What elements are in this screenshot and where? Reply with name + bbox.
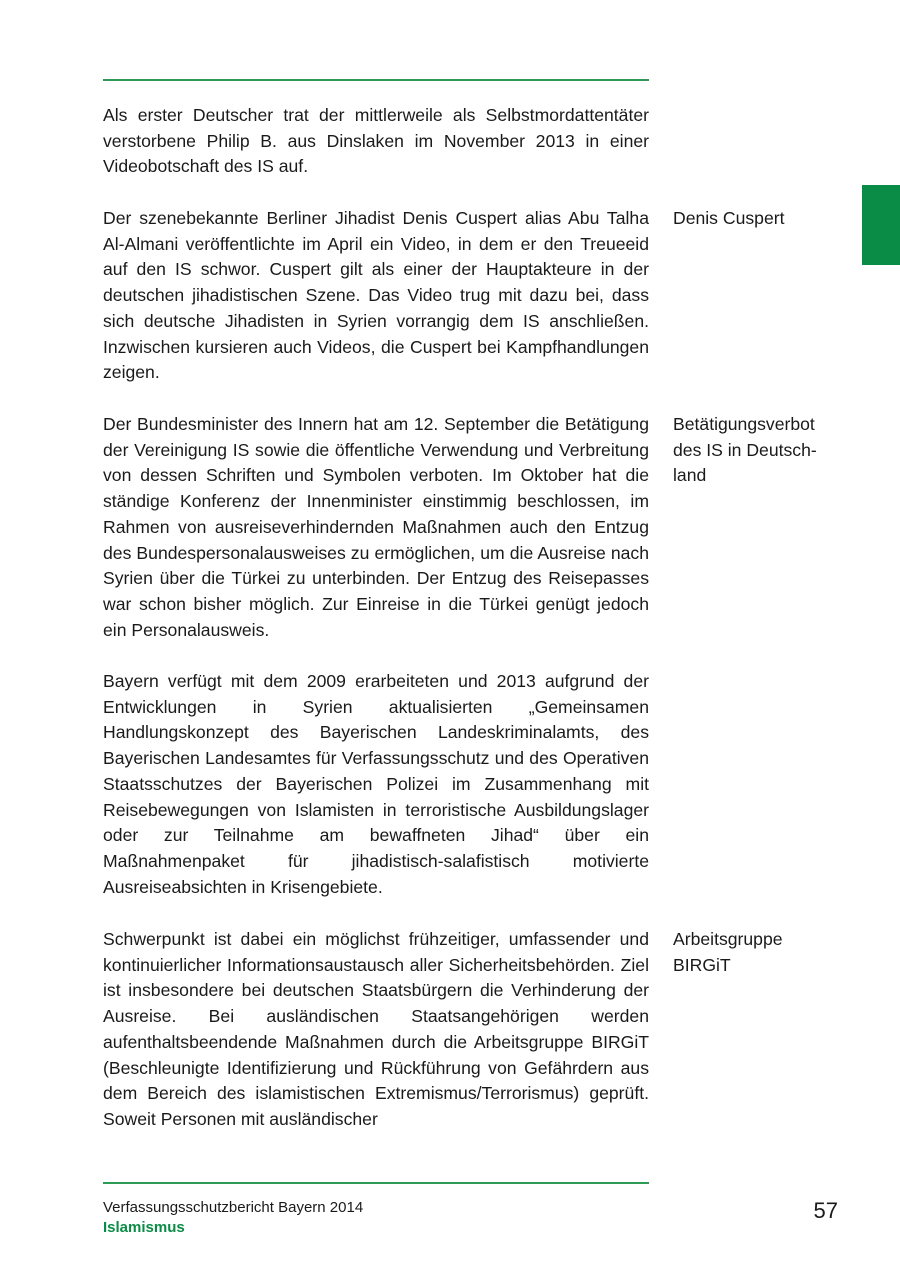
paragraph-bayern-handlungskonzept: Bayern verfügt mit dem 2009 erarbeiteten und 2013 aufgrund der Entwicklungen in Syrien aktualisierten „Gemeinsamen Handlungskonzept des Bayerischen Landeskriminalamts, des Bayerischen Landesamtes für Verfassungsschutz und des Operativen Staatsschutzes der Bayerischen Polizei im Zusammenhang mit Reisebewegungen von Islamisten in terroristische Ausbildungslager oder zur Teilnahme am bewaffneten Jihad“ über ein Maßnahmenpaket für jihadistisch-salafistisch motivierte Ausreiseabsichten in Krisengebiete.: [103, 671, 649, 897]
paragraph-betaetigungsverbot: Der Bundesminister des Innern hat am 12. September die Betätigung der Vereinigung IS sowie die öffentliche Verwendung und Verbreitung von dessen Schriften und Symbolen verboten. Im Oktober hat die ständige Konferenz der Innenminister einstimmig beschlossen, im Rahmen von ausreiseverhindernden Maßnahmen auch den Entzug des Bundespersonalausweises zu ermöglichen, um die Ausreise nach Syrien über die Türkei zu unterbinden. Der Entzug des Reisepasses war schon bisher möglich. Zur Einreise in die Türkei genügt jedoch ein Personalausweis.: [103, 414, 649, 640]
header-rule: [103, 79, 649, 81]
footer-section-name: Islamismus: [103, 1219, 185, 1236]
page-number: 57: [813, 1198, 838, 1223]
footer-report-title: Verfassungsschutzbericht Bayern 2014: [103, 1199, 364, 1216]
paragraph-schwerpunkt: Schwerpunkt ist dabei ein möglichst frühzeitiger, umfassender und kontinuierlicher Informationsaustausch aller Sicherheitsbehörden. Ziel ist insbesondere bei deutschen Staatsbürgern die Verhinderung der Ausreise. Bei ausländischen Staatsangehörigen werden aufenthaltsbeendende Maßnahmen durch die Arbeitsgruppe BIRGiT (Beschleunigte Identifizierung und Rückführung von Gefährdern aus dem Bereich des islamistischen Extremismus/Terrorismus) geprüft. Soweit Personen mit ausländischer: [103, 929, 649, 1129]
footer-rule: [103, 1182, 649, 1184]
paragraph-philip-b: Als erster Deutscher trat der mittlerweile als Selbstmordattentäter verstorbene Philip B. aus Dinslaken im November 2013 in einer Videobotschaft des IS auf.: [103, 105, 649, 177]
margin-note-cuspert: Denis Cuspert: [673, 208, 785, 228]
margin-note-verbot: Betätigungsverbot des IS in Deutschland: [673, 414, 817, 486]
margin-note-birgit: Arbeitsgruppe BIRGiT: [673, 929, 783, 975]
paragraph-cuspert: Der szenebekannte Berliner Jihadist Denis Cuspert alias Abu Talha Al-Almani veröffentlichte im April ein Video, in dem er den Treueeid auf den IS schwor. Cuspert gilt als einer der Hauptakteure in der deutschen jihadistischen Szene. Das Video trug mit dazu bei, dass sich deutsche Jihadisten in Syrien vorrangig dem IS anschließen. Inzwischen kursieren auch Videos, die Cuspert bei Kampfhandlungen zeigen.: [103, 208, 649, 383]
chapter-tab-marker: [862, 185, 900, 265]
